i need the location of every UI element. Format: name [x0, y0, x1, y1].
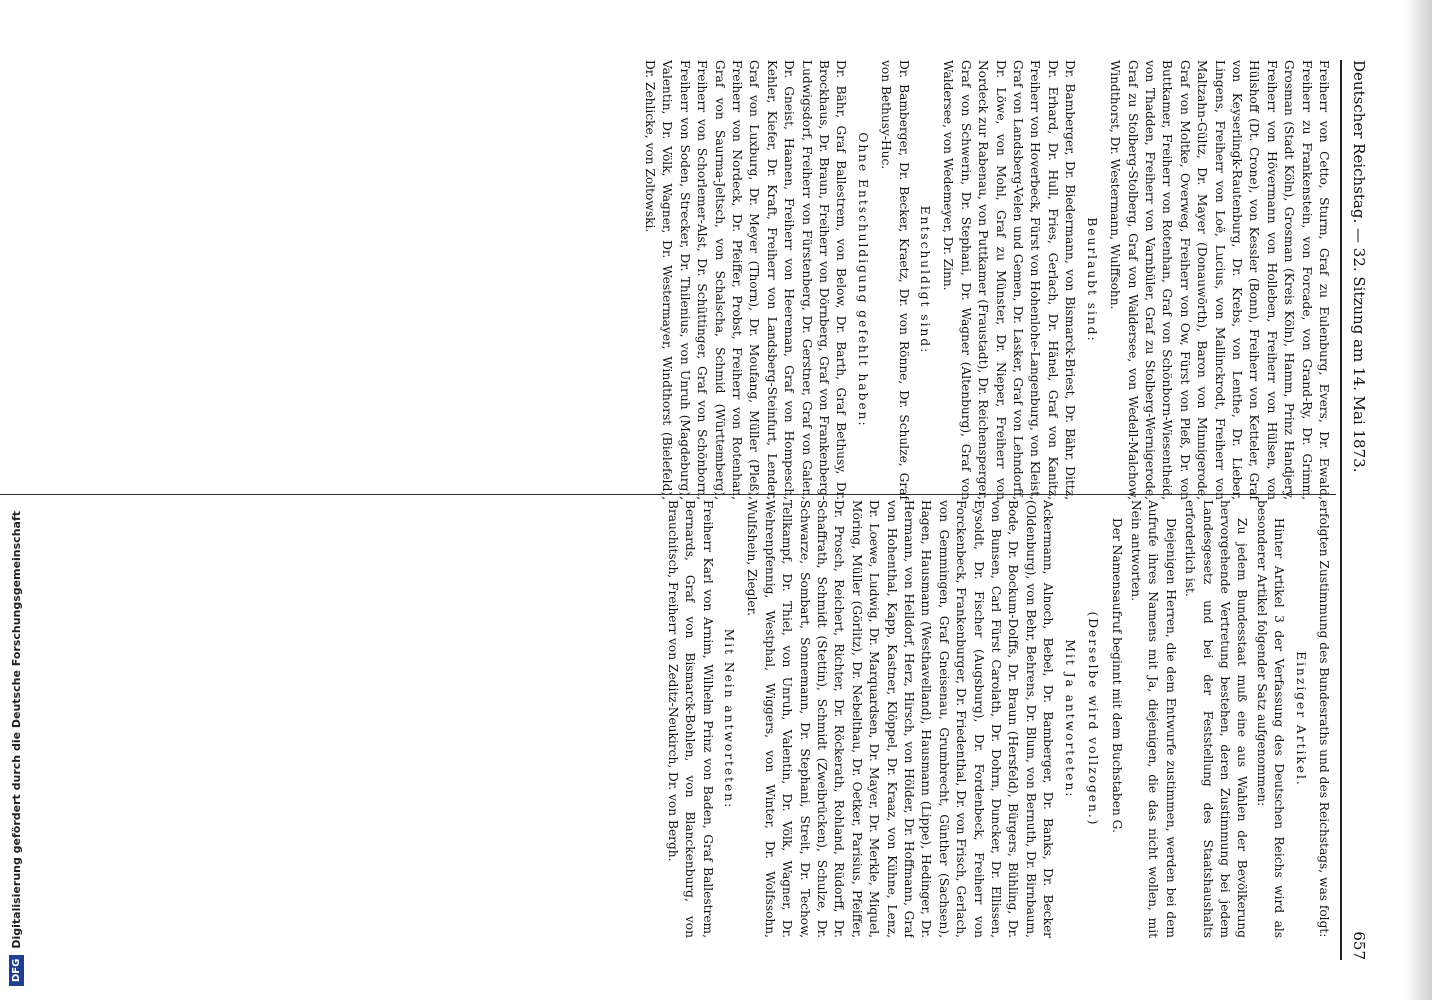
paragraph: Diejenigen Herren, die dem Entwurfe zustimmen, werden bei dem Aufrufe ihres Namens mit Ja, diejenigen, die das nicht wollen, mit Nein antworten. — [1128, 500, 1178, 938]
page-edge-shadow — [1406, 0, 1432, 1000]
paragraph: Dr. Bamberger, Dr. Biedermann, von Bismarck-Briest, Dr. Bähr, Dittz, Dr. Erhard, Dr. Hull, Fries, Gerlach, Dr. Hänel, Graf von Kanitz, Freiherr von Hoverbeck, Fürst von Hohenlohe-Langenburg, von Kleist, Graf von Landsberg-Velen und Gemen, Dr. Lasker, Graf von Lehndorff, Dr. Löwe, von Mohl, Graf zu Münster, Dr. Nieper, Freiherr von Nordeck zur Rabenau, von Puttkamer (Fraustadt), Dr. Reichensperger, Graf von Schwerin, Dr. Stephani, Dr. Wagner (Altenburg), Graf von Waldersee, von Wedemeyer, Dr. Zinn. — [941, 60, 1078, 500]
paragraph: Freiherr von Cetto, Sturm, Graf zu Eulenburg, Evers, Dr. Ewald, Freiherr zu Frankenstein, von Forcade, von Grand-Ry, Dr. Grimm, Grosman (Stadt Köln), Grosman (Kreis Köln), Hamm, Prinz Handjery, Freiherr von Hövermann von Holleben, Freiherr von Hülsen, von Hülshoff (Dt. Crone), von Kessler (Bonn), Freiherr von Ketteler, Graf von Keyserlingk-Rautenburg, Dr. Krebs, von Lenthe, Dr. Lieber, Lingens, Freiherr von Loë, Lucius, von Mallinckrodt, Freiherr von Maltzahn-Gültz, Dr. Mayer (Donauwörth), Baron von Minnigerode, Graf von Moltke, Overweg, Freiherr von Ow, Fürst von Pleß, Dr. von Buttkamer, Freiherr von Rotenhan, Graf von Schönborn-Wiesentheid, von Thadden, Freiherr von Varnbüler, Graf zu Stolberg-Wernigerode, Graf zu Stolberg-Stolberg, Graf von Waldersee, von Wedell-Malchow, Windthorst, Dr. Westermann, Wulffsohn. — [1108, 60, 1331, 500]
section-heading: Beurlaubt sind: — [1084, 217, 1099, 343]
funding-sidebar — [0, 0, 32, 1000]
paragraph: Ackermann, Alnoch, Bebel, Dr. Bamberger, Dr. Banks, Dr. Becker (Oldenburg), von Behr, Behrens, Dr. Blum, von Bernuth, Dr. Birnbaum, Bode, Dr. Bockum-Dolffs, Dr. Braun (Hersfeld), Bürgers, Bühling, Dr. von Bunsen, Carl Fürst Carolath, Dr. Dohrn, Duncker, Dr. Ellissen, Eysoldt, Dr. Fischer (Augsburg), Dr. Fordenbeck, Freiherr von Forckenbeck, Frankenburger, Dr. Friedenthal, Dr. von Frisch, Gerlach, von Gemmingen, Graf Gneisenau, Grumbrecht, Günther (Sachsen), Hagen, Hausmann (Westhavelland), Hausmann (Lippe), Hedinger, Dr. Hermann, von Helldorf, Herz, Hirsch, von Hölder, Dr. Hoffmann, Graf von Hohenthal, Kapp, Kastner, Klöppel, Dr. Kraaz, von Kühne, Lenz, Dr. Loewe, Ludwig, Dr. Marquardsen, Dr. Mayer, Dr. Merkle, Miquel, Möring, Müller (Görlitz), Dr. Nebelthau, Dr. Oetker, Parisius, Pfeiffer, Dr. Prosch, Reichert, Richter, Dr. Röckerath, Rohland, Rüdorff, Dr. Schaffrath, Schmidt (Stettin), Schmidt (Zweibrücken), Schulze, Dr. Schwarze, Sombart, Sonnemann, Dr. Stephani, Streit, Dr. Techow, Tellkampf, Dr. Thiel, von Unruh, Valentin, Dr. Völk, Wagner, Dr. Wehrenpfennig, Westphal, Wiggers, von Winter, Dr. Wolfssohn, Wulfshein, Ziegler. — [745, 500, 1056, 938]
running-header — [1346, 60, 1372, 960]
paragraph: Dr. Bamberger, Dr. Becker, Kraetz, Dr. von Rönne, Dr. Schulze, Graf von Bethusy-Huc. — [879, 60, 911, 500]
header-title: Deutscher Reichstag. — 32. Sitzung am 14. Mai 1873. — [1350, 60, 1368, 473]
column-divider — [0, 494, 1336, 495]
paragraph: Hinter Artikel 3 der Verfassung des Deutschen Reichs wird als besonderer Artikel folgender Satz aufgenommen: — [1254, 500, 1287, 938]
section-heading: Einziger Artikel. — [1293, 651, 1308, 787]
section-heading: (Derselbe wird vollzogen.) — [1086, 611, 1101, 827]
left-column — [0, 60, 1332, 500]
funding-note: Digitalisierung gefördert durch die Deutsche Forschungsgemeinschaft — [9, 510, 23, 949]
dfg-logo: DFG — [9, 955, 24, 986]
page-number: 657 — [1350, 931, 1368, 960]
paragraph: Zu jedem Bundesstaat muß eine aus Wahlen der Bevölkerung hervorgehende Vertretung bestehen, deren Zustimmung bei jedem Landesgesetz und bei der Feststellung des Staatshaushalts erforderlich ist. — [1183, 500, 1250, 938]
section-heading: Mit Ja antworteten: — [1062, 639, 1077, 799]
section-heading: Mit Nein antworteten: — [722, 628, 736, 810]
header-rule — [1340, 60, 1342, 960]
paragraph: erfolgten Zustimmung des Bundesraths und des Reichstags, was folgt: — [1317, 500, 1331, 938]
section-heading: Entschuldigt sind: — [918, 205, 933, 355]
right-column — [0, 500, 1332, 938]
paragraph: Der Namensaufruf beginnt mit dem Buchstaben G. — [1109, 518, 1124, 833]
paragraph: Freiherr Karl von Arnim, Wilhelm Prinz von Baden, Graf Ballestrem, Bernards, Graf von Bismarck-Bohlen, von Blanckenburg, von Brauchitsch, Freiherr von Zeditz-Neukirch, Dr. von Bergh. — [665, 500, 715, 938]
paragraph: Dr. Bähr, Graf Ballestrem, von Below, Dr. Barth, Graf Bethusy, Dr. Brockhaus, Dr. Braun, Freiherr von Dörnberg, Graf von Frankenberg-Ludwigsdorf, Freiherr von Fürstenberg, Dr. Gerstner, Graf von Galen, Dr. Gneist, Haanen, Freiherr von Heereman, Graf von Hompesch, Kehler, Kiefer, Dr. Kraft, Freiherr von Landsberg-Steinfurt, Lender, Graf von Luxburg, Dr. Meyer (Thorn), Dr. Moufang, Müller (Pleß), Freiherr von Nordeck, Dr. Pfeiffer, Probst, Freiherr von Rotenhan, Graf von Saurma-Jeltsch, von Schalscha, Schmid (Württemberg), Freiherr von Schorlemer-Alst, Dr. Schüttinger, Graf von Schönborn, Freiherr von Soden, Strecker, Dr. Thilenius, von Unruh (Magdeburg), Valentin, Dr. Völk, Wagner, Dr. Westermayer, Windthorst (Bielefeld), Dr. Zehlicke, von Zoltowski. — [642, 60, 849, 500]
section-heading: Ohne Entschuldigung gefehlt haben: — [855, 132, 870, 428]
